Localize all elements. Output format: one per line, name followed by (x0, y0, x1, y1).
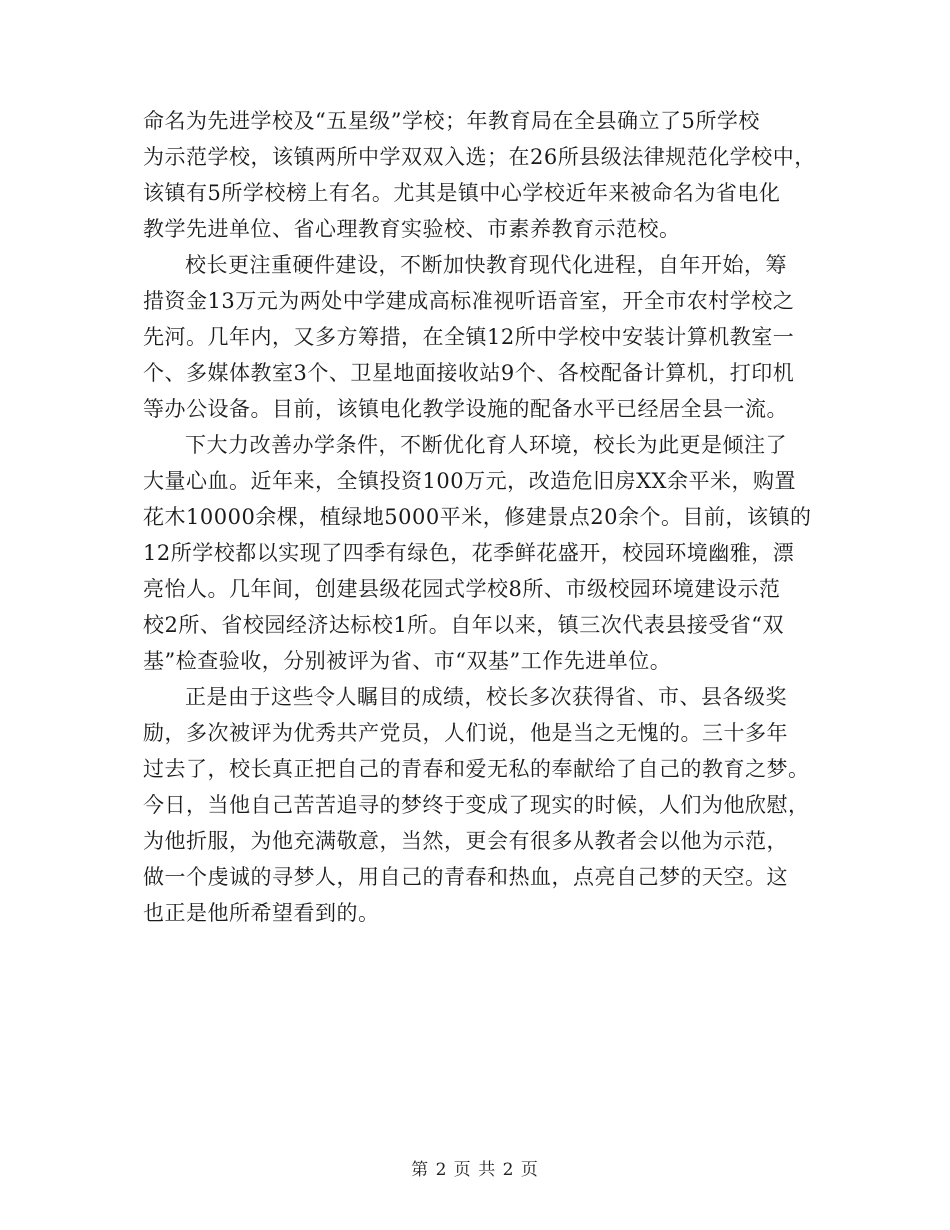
text-line: 励，多次被评为优秀共产党员，人们说，他是当之无愧的。三十多年 (143, 721, 788, 745)
text-line: 基”检查验收，分别被评为省、市“双基”工作先进单位。 (143, 649, 672, 673)
text-line: 校2所、省校园经济达标校1所。自年以来，镇三次代表县接受省“双 (143, 613, 784, 637)
text-line: 亮怡人。几年间，创建县级花园式学校8所、市级校园环境建设示范 (143, 577, 781, 601)
paragraph-4 (143, 679, 823, 931)
text-line: 该镇有5所学校榜上有名。尤其是镇中心学校近年来被命名为省电化 (143, 181, 781, 205)
text-line: 今日，当他自己苦苦追寻的梦终于变成了现实的时候，人们为他欣慰， (143, 793, 810, 817)
text-line: 校长更注重硬件建设，不断加快教育现代化进程，自年开始，筹 (185, 253, 787, 277)
document-body (143, 103, 823, 931)
text-line: 大量心血。近年来，全镇投资100万元，改造危旧房XX余平米，购置 (143, 469, 796, 493)
text-line: 12所学校都以实现了四季有绿色，花季鲜花盛开，校园环境幽雅，漂 (143, 541, 795, 565)
text-line: 先河。几年内，又多方筹措，在全镇12所中学校中安装计算机教室一 (143, 325, 795, 349)
text-line: 花木10000余棵，植绿地5000平米，修建景点20余个。目前，该镇的 (143, 505, 812, 529)
text-line: 教学先进单位、省心理教育实验校、市素养教育示范校。 (143, 217, 681, 241)
paragraph-1 (143, 103, 823, 247)
text-line: 正是由于这些令人瞩目的成绩，校长多次获得省、市、县各级奖 (185, 685, 787, 709)
text-line: 措资金13万元为两处中学建成高标准视听语音室，开全市农村学校之 (143, 289, 795, 313)
text-line: 做一个虔诚的寻梦人，用自己的青春和热血，点亮自己梦的天空。这 (143, 865, 788, 889)
text-line: 下大力改善办学条件，不断优化育人环境，校长为此更是倾注了 (185, 433, 787, 457)
text-line: 个、多媒体教室3个、卫星地面接收站9个、各校配备计算机，打印机 (143, 361, 795, 385)
page-number-footer: 第 2 页 共 2 页 (411, 1160, 539, 1180)
text-line: 等办公设备。目前，该镇电化教学设施的配备水平已经居全县一流。 (143, 397, 788, 421)
text-line: 为示范学校，该镇两所中学双双入选；在26所县级法律规范化学校中， (143, 145, 816, 169)
text-line: 命名为先进学校及“五星级”学校；年教育局在全县确立了5所学校 (143, 109, 760, 133)
text-line: 过去了，校长真正把自己的青春和爱无私的奉献给了自己的教育之梦。 (143, 757, 810, 781)
paragraph-3 (143, 427, 823, 679)
paragraph-2 (143, 247, 823, 427)
text-line: 为他折服，为他充满敬意，当然，更会有很多从教者会以他为示范， (143, 829, 788, 853)
text-line: 也正是他所希望看到的。 (143, 901, 380, 925)
